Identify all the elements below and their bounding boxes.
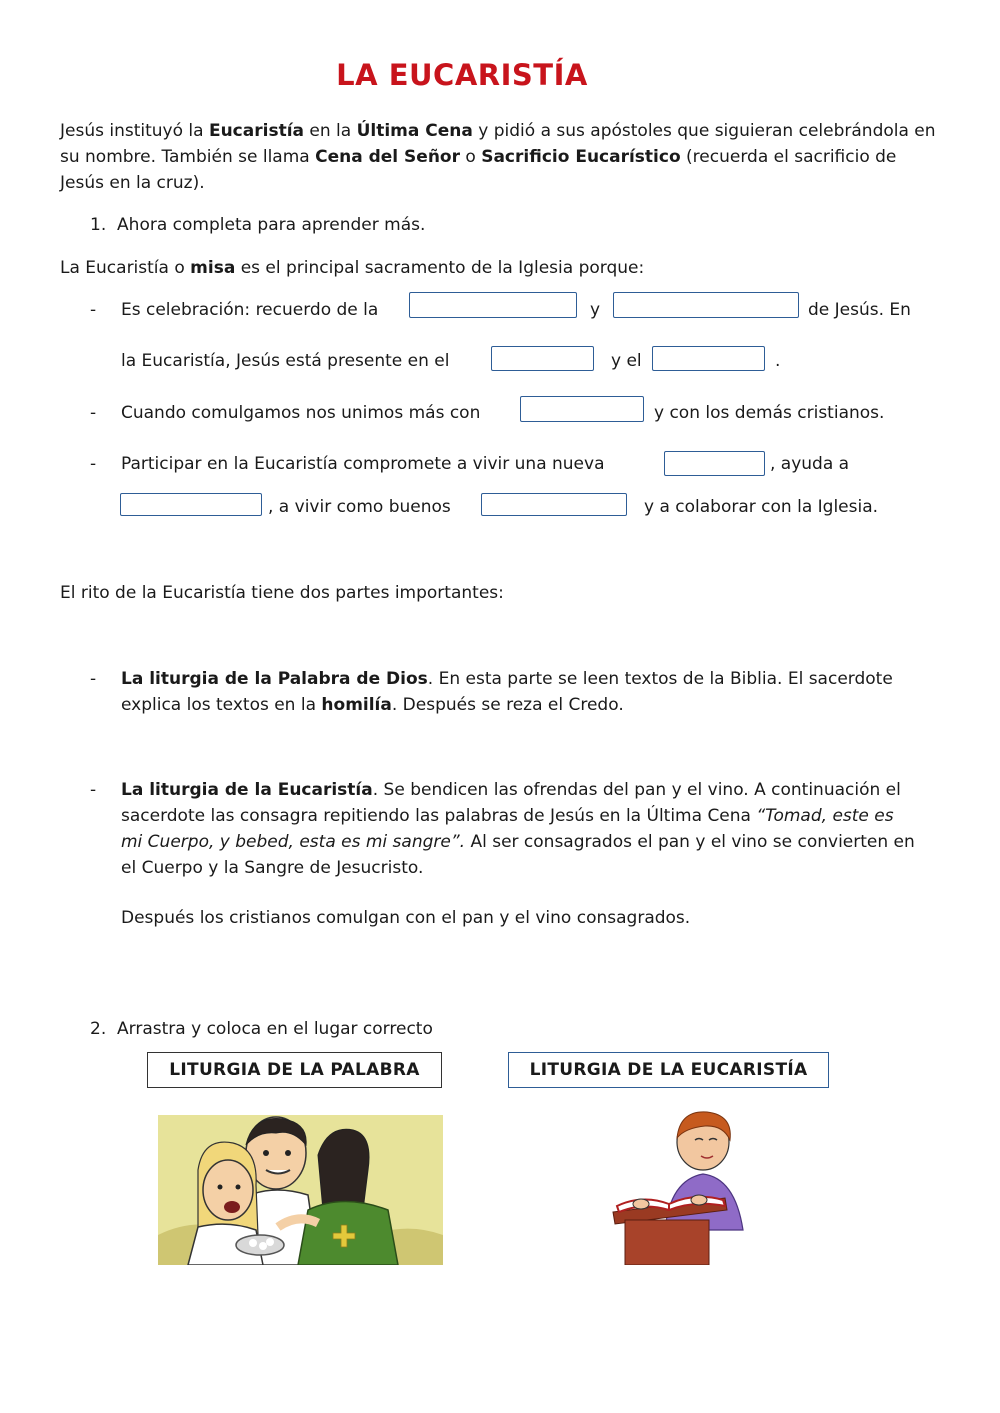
blank-input-1[interactable] <box>409 292 577 318</box>
reader-drawing <box>585 1100 765 1265</box>
communion-drawing <box>158 1115 443 1265</box>
blank-input-3[interactable] <box>491 346 594 371</box>
fill-text: la Eucaristía, Jesús está presente en el <box>121 351 450 371</box>
bullet-dash: - <box>90 403 97 423</box>
fill-text: , a vivir como buenos <box>268 497 451 517</box>
fill-text: . <box>775 351 781 371</box>
intro-paragraph: Jesús instituyó la Eucaristía en la Última Cena y pidió a sus apóstoles que siguieran celebrándola en su nombre. También se llama Cena del Señor o Sacrificio Eucarístico (recuerda el sacrificio de Jesús en la cruz). <box>60 121 936 193</box>
blank-input-6[interactable] <box>664 451 765 476</box>
fill-text: y el <box>611 351 642 371</box>
fill-text: Es celebración: recuerdo de la <box>121 300 379 320</box>
fill-text: y <box>590 300 601 320</box>
blank-input-4[interactable] <box>652 346 765 371</box>
liturgia-palabra-paragraph: La liturgia de la Palabra de Dios. En esta parte se leen textos de la Biblia. El sacerdote explica los textos en la homilía. Después se reza el Credo. <box>121 669 893 715</box>
fill-text: Cuando comulgamos nos unimos más con <box>121 403 481 423</box>
page-title: LA EUCARISTÍA <box>336 58 588 92</box>
lead-sentence: La Eucaristía o misa es el principal sacramento de la Iglesia porque: <box>60 258 645 278</box>
question-1: 1. Ahora completa para aprender más. <box>90 215 426 235</box>
fill-text: de Jesús. En <box>808 300 911 320</box>
fill-text: y a colaborar con la Iglesia. <box>644 497 879 517</box>
bullet-dash: - <box>90 669 97 689</box>
blank-input-8[interactable] <box>481 493 627 516</box>
liturgia-eucaristia-paragraph: La liturgia de la Eucaristía. Se bendicen las ofrendas del pan y el vino. A continuación el sacerdote las consagra repitiendo las palabras de Jesús en la Última Cena “Tomad, este es mi Cuerpo, y bebed, esta es mi sangre”. Al ser consagrados el pan y el vino se convierten en el Cuerpo y la Sangre de Jesucristo. <box>121 780 915 878</box>
blank-input-2[interactable] <box>613 292 799 318</box>
drag-tag-liturgia-palabra[interactable]: LITURGIA DE LA PALABRA <box>147 1052 442 1088</box>
blank-input-5[interactable] <box>520 396 644 422</box>
fill-text: y con los demás cristianos. <box>654 403 885 423</box>
reader-illustration[interactable] <box>585 1100 765 1265</box>
fill-text: , ayuda a <box>770 454 850 474</box>
comunion-paragraph: Después los cristianos comulgan con el pan y el vino consagrados. <box>121 908 691 928</box>
rito-intro: El rito de la Eucaristía tiene dos partes importantes: <box>60 583 504 603</box>
question-2: 2. Arrastra y coloca en el lugar correcto <box>90 1019 433 1039</box>
drag-tag-liturgia-eucaristia[interactable]: LITURGIA DE LA EUCARISTÍA <box>508 1052 829 1088</box>
bullet-dash: - <box>90 780 97 800</box>
bullet-dash: - <box>90 454 97 474</box>
bullet-dash: - <box>90 300 97 320</box>
communion-illustration[interactable] <box>158 1115 443 1265</box>
blank-input-7[interactable] <box>120 493 262 516</box>
fill-text: Participar en la Eucaristía compromete a vivir una nueva <box>121 454 605 474</box>
